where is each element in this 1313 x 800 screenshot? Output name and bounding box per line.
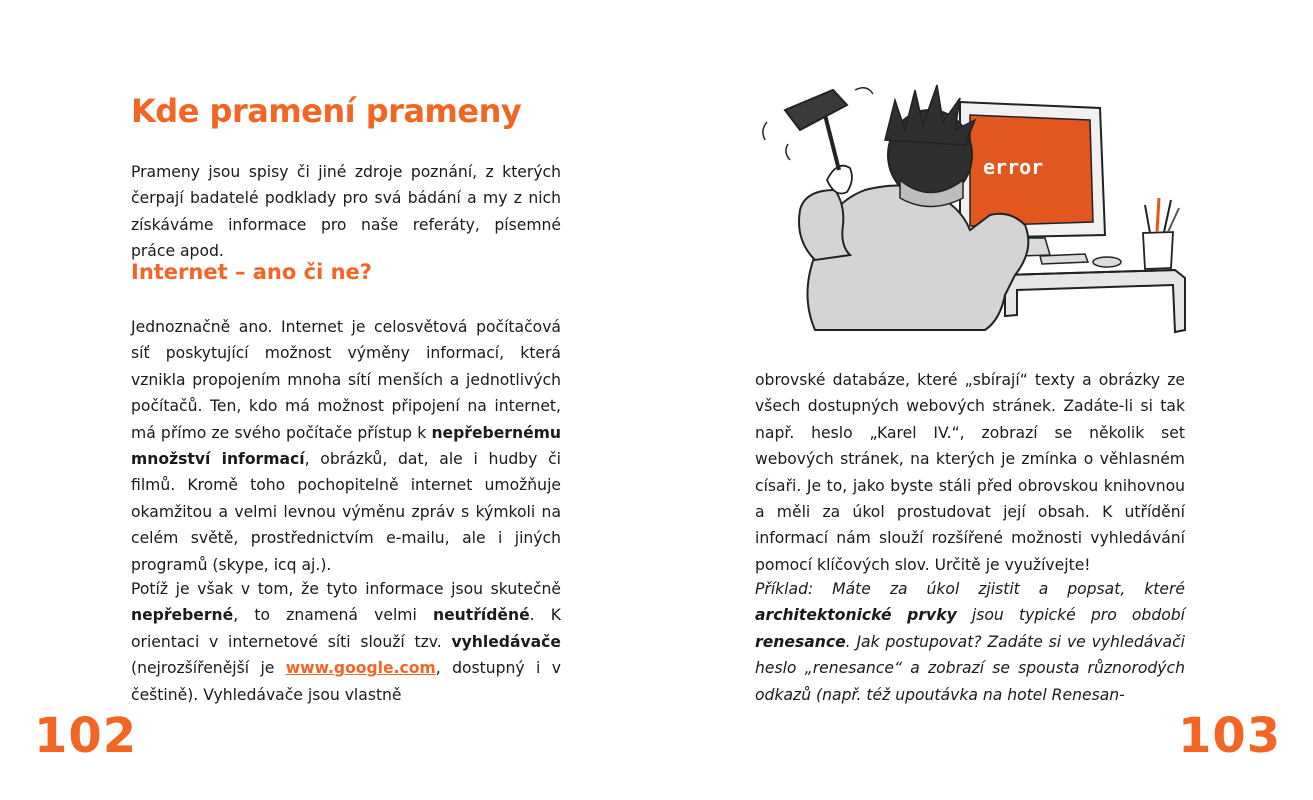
bold-phrase: nepřeberné xyxy=(131,606,234,625)
text-run: , obrázků, dat, ale i hudby či filmů. Kromě toho pochopitelně internet umožňuje okamžitou a velmi levnou výměnu zpráv s kýmkoli na celém světě, prostřednictvím e-mailu, ale i jiných programů (skype, icq aj.). xyxy=(131,450,561,574)
text-run: Příklad: Máte za úkol zjistit a popsat, které xyxy=(755,580,1185,598)
page-number-right: 103 xyxy=(1178,708,1282,764)
bold-phrase: vyhledávače xyxy=(451,632,561,651)
text-run: . K orientaci v internetové síti slouží tzv. xyxy=(131,606,562,651)
text-run: (nejrozšířenější je xyxy=(131,659,286,678)
text-run: , dostupný i v češtině). Vyhledávače jsou vlastně xyxy=(131,659,561,704)
left-page xyxy=(0,0,656,800)
section-heading: Internet – ano či ne? xyxy=(131,260,372,284)
text-run: . Jak postupovat? Zadáte si ve vyhledávači heslo „renesance“ a zobrazí se spousta různorodých odkazů (např. též upoutávka na hotel Renesan- xyxy=(755,632,1185,704)
google-link[interactable]: www.google.com xyxy=(285,659,436,678)
problem-paragraph xyxy=(131,576,561,708)
databases-paragraph: obrovské databáze, které „sbírají“ texty a obrázky ze všech dostupných webových stránek. Zadáte-li si tak např. heslo „Karel IV.“, zobrazí se několik set webových stránek, na kterých je zmínka o věhlasném císaři. Je to, jako byste stáli před obrovskou knihovnou a měli za úkol prostudovat její obsah. K utřídění informací nám slouží rozšířené možnosti vyhledávání pomocí klíčových slov. Určitě je využívejte! xyxy=(755,371,1185,574)
text-run: jsou typické pro období xyxy=(956,606,1185,625)
bold-phrase: neutříděné xyxy=(432,606,530,625)
text-run: Potíž je však v tom, že tyto informace jsou skutečně xyxy=(131,580,561,598)
boy-hammer-illustration xyxy=(755,80,1195,350)
text-run: Jednoznačně ano. Internet je celosvětová počítačová síť poskytující možnost výměny informací, která vznikla propojením mnoha sítí menších a jednotlivých počítačů. Ten, kdo má možnost připojení na internet, má přímo ze svého počítače přístup k xyxy=(131,318,561,442)
internet-paragraph xyxy=(131,314,561,578)
page-number-left: 102 xyxy=(34,708,138,764)
bold-phrase: nepřebernému množství informací xyxy=(131,423,561,469)
bold-phrase: architektonické prvky xyxy=(755,606,957,625)
error-screen-text: error xyxy=(983,155,1044,179)
intro-paragraph: Prameny jsou spisy či jiné zdroje poznání, z kterých čerpají badatelé podklady pro svá bádání a my z nich získáváme informace pro naše referáty, písemné práce apod. xyxy=(131,163,561,261)
text-run: , to znamená velmi xyxy=(233,606,433,625)
bold-phrase: renesance xyxy=(755,632,846,651)
example-paragraph xyxy=(755,576,1185,708)
page-title: Kde pramení prameny xyxy=(131,92,522,130)
